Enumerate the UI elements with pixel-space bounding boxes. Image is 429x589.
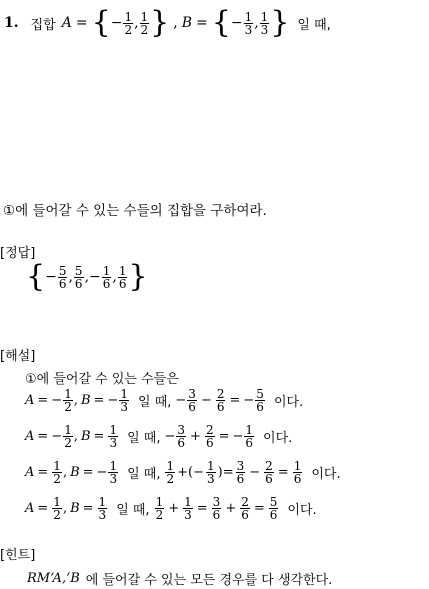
question-text: ①에 들어갈 수 있는 수들의 집합을 구하여라. <box>3 203 267 219</box>
fraction: $\frac{1}{3}$ <box>206 458 215 486</box>
problem-statement: 1. 집합 A = { − $\frac{1}{2}$ , $\frac{1}{2}$ } , B = { − $\frac{1}{3}$ , $\frac{1}{3}$ } 일 때, <box>4 5 331 40</box>
solution-line-3: A = $\frac{1}{2}$ , B = − $\frac{1}{3}$ 일 때, $\frac{1}{2}$ +(− $\frac{1}{3}$ )= $\frac{3}{6}$ − $\frac{2}{6}$ = $\frac{1}{6}$ 이다. <box>25 458 341 486</box>
problem-number: 1. <box>4 15 19 31</box>
solution-line-2: A = − $\frac{1}{2}$ , B = $\frac{1}{3}$ 일 때, − $\frac{3}{6}$ + $\frac{2}{6}$ = − $\frac{1}{6}$ 이다. <box>25 422 293 450</box>
hint-label: [힌트] <box>0 548 36 563</box>
fraction: $\frac{3}{6}$ <box>177 422 186 450</box>
fraction: $\frac{1}{6}$ <box>245 422 254 450</box>
fraction: $\frac{5}{6}$ <box>74 263 83 291</box>
fraction: $\frac{1}{2}$ <box>64 386 72 414</box>
solution-line-4: A = $\frac{1}{2}$ , B = $\frac{1}{3}$ 일 때, $\frac{1}{2}$ + $\frac{1}{3}$ = $\frac{3}{6}$ + $\frac{2}{6}$ = $\frac{5}{6}$ 이다. <box>25 494 317 522</box>
fraction: $\frac{1}{6}$ <box>118 263 127 291</box>
fraction: $\frac{1}{2}$ <box>64 422 72 450</box>
set-a-name: A <box>61 15 72 31</box>
fraction: $\frac{2}{6}$ <box>241 494 249 522</box>
fraction: $\frac{1}{3}$ <box>98 494 107 522</box>
answer-set: { − $\frac{5}{6}$ , $\frac{5}{6}$ , − $\frac{1}{6}$ , $\frac{1}{6}$ } <box>26 259 148 294</box>
fraction: $\frac{5}{6}$ <box>58 263 67 291</box>
fraction: $\frac{5}{6}$ <box>256 386 264 414</box>
set-a-elements: − $\frac{1}{2}$ , $\frac{1}{2}$ <box>110 9 149 37</box>
problem-suffix: 일 때, <box>297 17 331 33</box>
answer-label: [정답] <box>0 246 36 261</box>
problem-intro: 집합 <box>30 17 56 33</box>
fraction: $\frac{1}{3}$ <box>109 422 118 450</box>
fraction: $\frac{3}{6}$ <box>212 494 221 522</box>
fraction: $\frac{2}{6}$ <box>265 458 273 486</box>
hint-body: 에 들어갈 수 있는 모든 경우를 다 생각한다. <box>85 573 333 588</box>
fraction: $\frac{1}{2}$ <box>155 494 164 522</box>
solution-line-1: A = − $\frac{1}{2}$ , B = − $\frac{1}{3}$ 일 때, − $\frac{3}{6}$ − $\frac{2}{6}$ = − $\frac{5}{6}$ 이다. <box>25 386 304 414</box>
fraction: $\frac{1}{6}$ <box>293 458 302 486</box>
fraction: $\frac{1}{3}$ <box>109 458 118 486</box>
fraction: $\frac{3}{6}$ <box>188 386 196 414</box>
fraction: $\frac{1}{3}$ <box>120 386 128 414</box>
fraction: $\frac{5}{6}$ <box>269 494 278 522</box>
fraction: $\frac{1}{2}$ <box>124 9 133 37</box>
fraction: $\frac{1}{2}$ <box>53 458 61 486</box>
fraction: $\frac{1}{3}$ <box>244 9 253 37</box>
fraction: $\frac{3}{6}$ <box>236 458 245 486</box>
fraction: $\frac{2}{6}$ <box>205 422 214 450</box>
fraction: $\frac{1}{6}$ <box>102 263 111 291</box>
fraction: $\frac{2}{6}$ <box>216 386 225 414</box>
solution-label: [해설] <box>0 349 36 364</box>
fraction: $\frac{1}{3}$ <box>260 9 269 37</box>
solution-intro: ①에 들어갈 수 있는 수들은 <box>25 372 179 387</box>
fraction: $\frac{1}{2}$ <box>140 9 149 37</box>
set-b-name: B <box>181 15 193 31</box>
hint-text <box>27 569 332 588</box>
hint-prefix: RM‘A,‘B <box>27 571 80 586</box>
fraction: $\frac{1}{2}$ <box>166 458 175 486</box>
fraction: $\frac{1}{3}$ <box>184 494 192 522</box>
fraction: $\frac{1}{2}$ <box>53 494 61 522</box>
set-b-elements: − $\frac{1}{3}$ , $\frac{1}{3}$ <box>230 9 269 37</box>
